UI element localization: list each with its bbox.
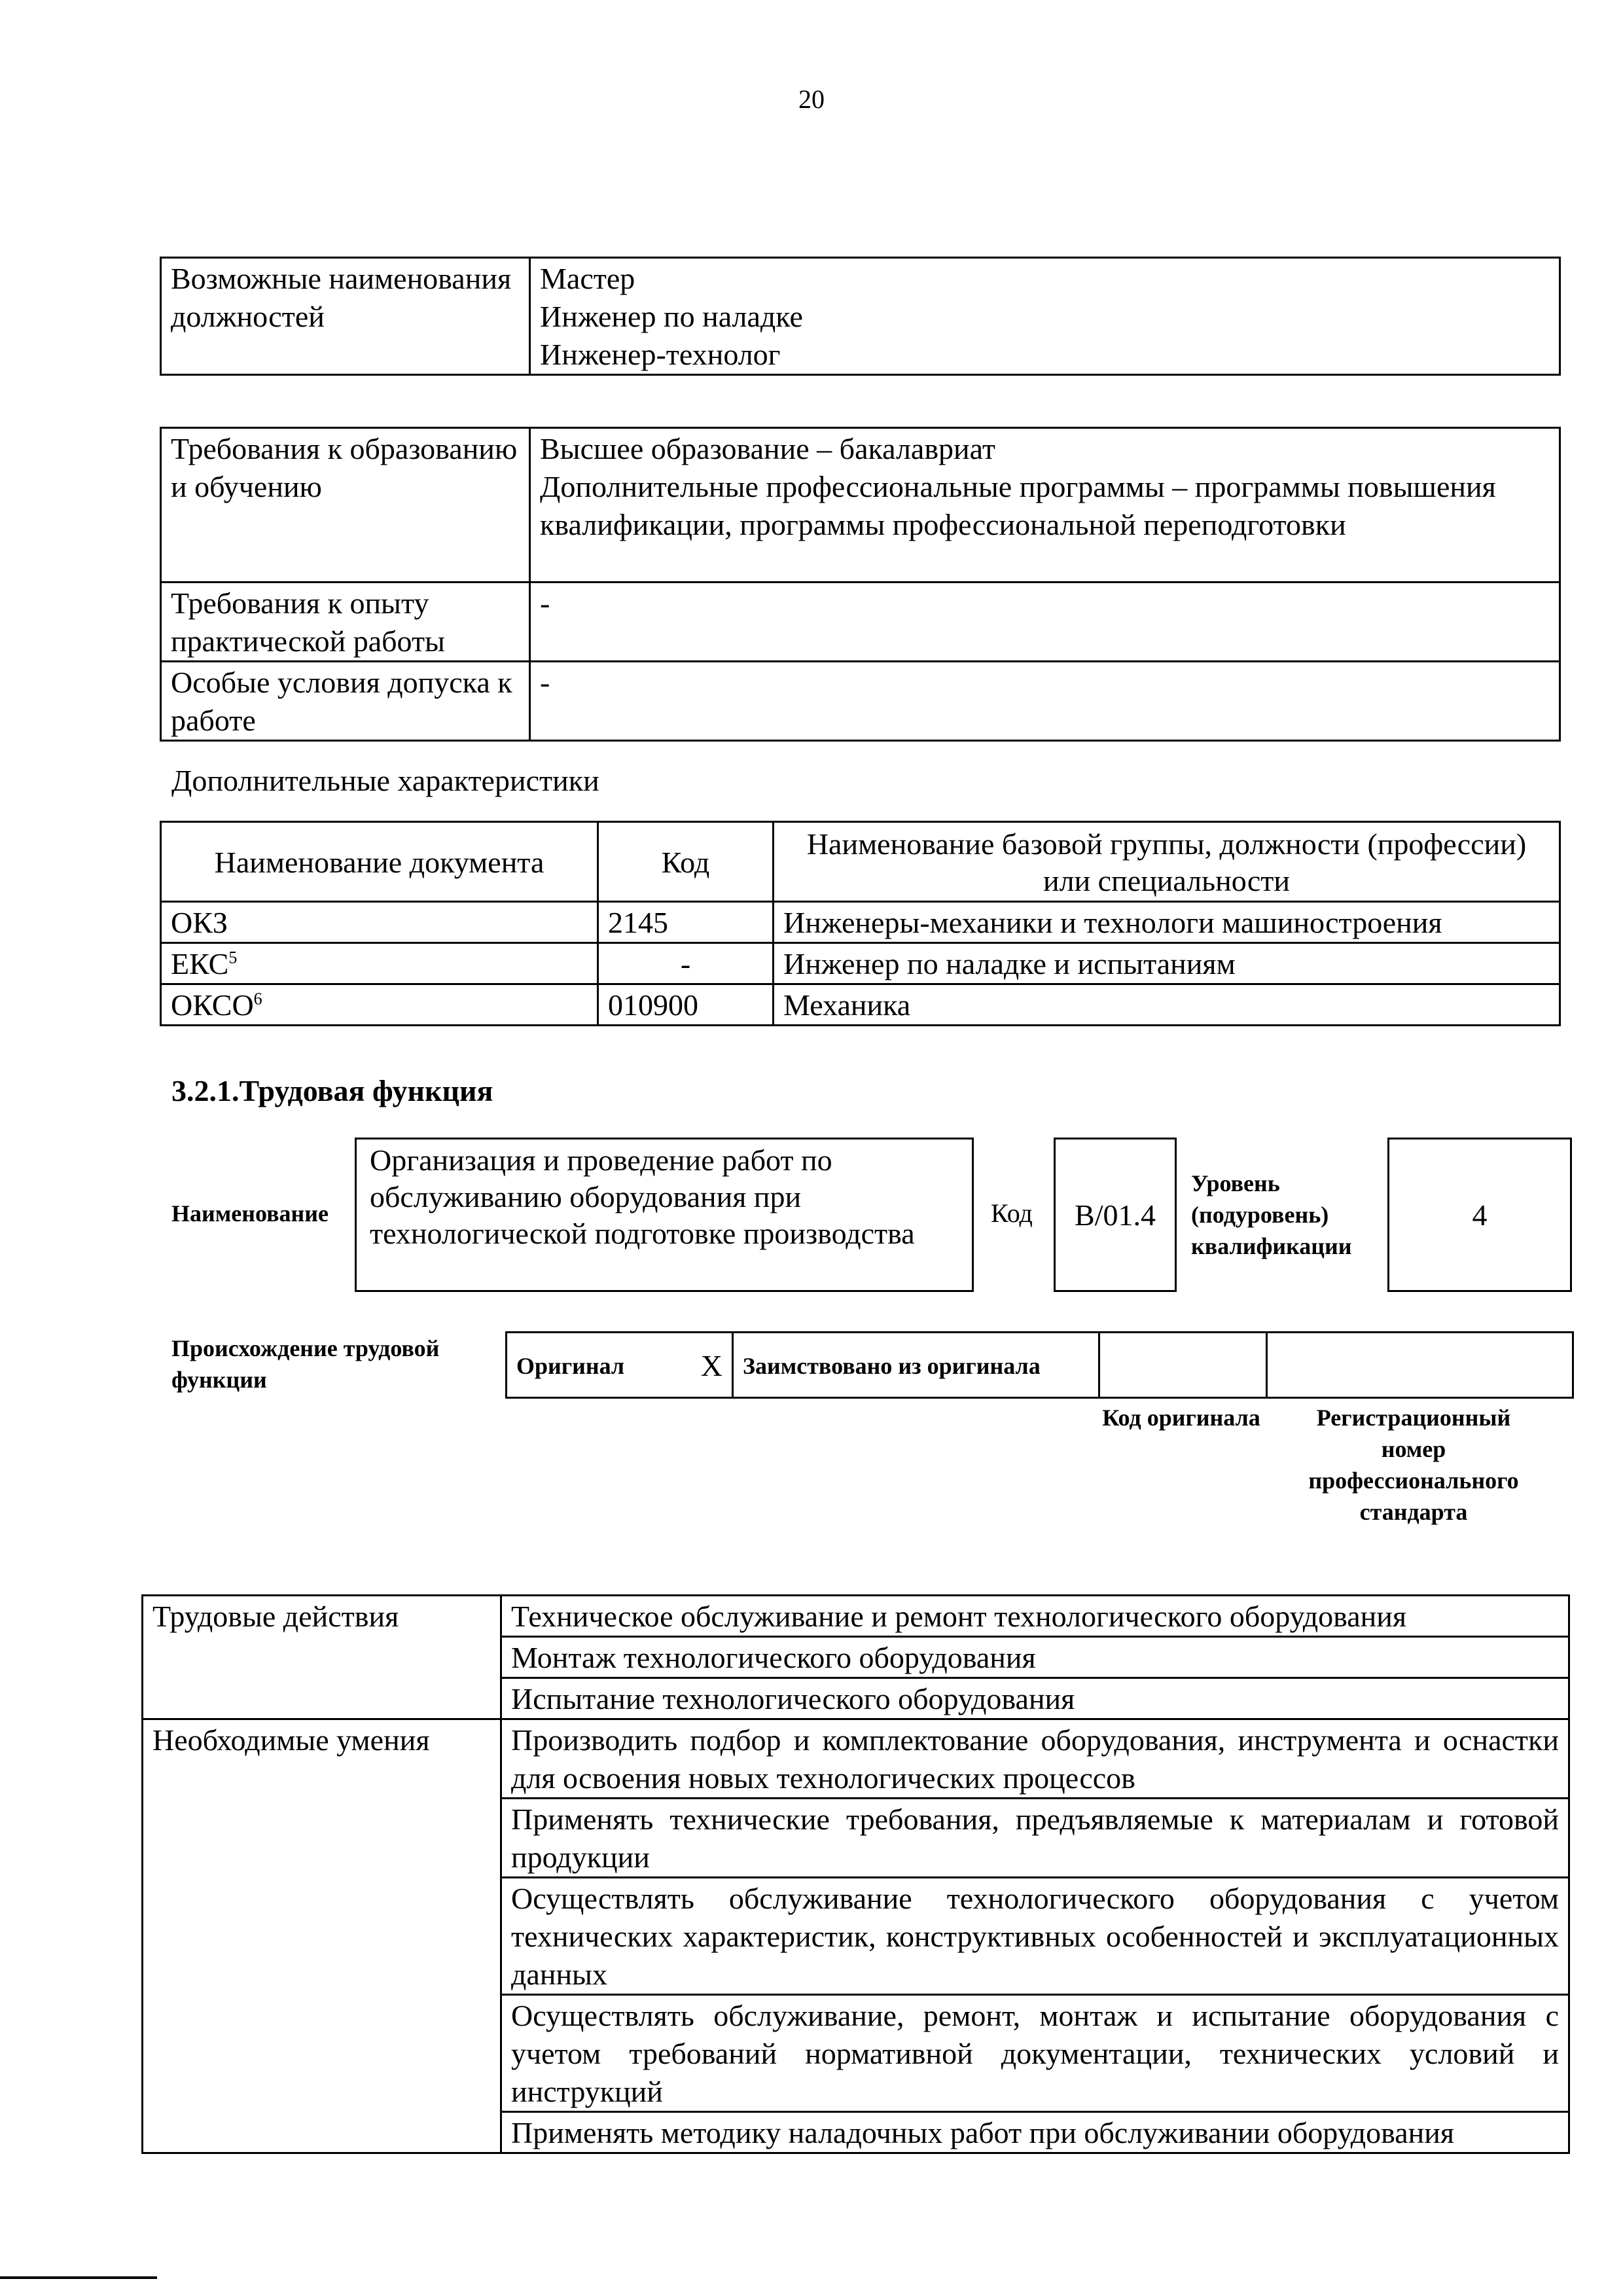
origin-reg-cell: [1267, 1333, 1573, 1398]
positions-values: [530, 258, 1560, 375]
education-value: Высшее образование – бакалавриат Дополнительные профессиональные программы – программы повышения квалификации, программы профессиональной переподготовки: [530, 428, 1560, 583]
function-name-value: Организация и проведение работ по обслуживанию оборудования при технологической подготовке производства: [370, 1143, 915, 1250]
function-code-value: B/01.4: [1075, 1198, 1156, 1232]
table-row-name: Инженеры-механики и технологи машиностроения: [774, 902, 1560, 943]
footnote-ref: 5: [228, 948, 238, 967]
footnote-separator: [0, 2276, 157, 2279]
action-item: Техническое обслуживание и ремонт технологического оборудования: [501, 1596, 1569, 1637]
conditions-label: Особые условия допуска к работе: [161, 662, 530, 741]
table-row-doc: ОКЗ: [161, 902, 598, 943]
table-row-code: 010900: [598, 984, 774, 1026]
actions-label: Трудовые действия: [143, 1596, 501, 1719]
function-name-label: Наименование: [171, 1200, 329, 1227]
origin-original: Оригинал: [516, 1352, 625, 1379]
header-code: Код: [598, 822, 774, 902]
actions-skills-table: [141, 1594, 1570, 2154]
table-row-code: -: [598, 943, 774, 984]
education-label: Требования к образованию и обучению: [161, 428, 530, 583]
position-item: Инженер по наладке: [540, 300, 803, 333]
origin-label: Происхождение трудовой функции: [171, 1335, 440, 1393]
function-level-label: Уровень (подуровень) квалификации: [1191, 1170, 1352, 1259]
conditions-value: -: [530, 662, 1560, 741]
skill-item: Осуществлять обслуживание технологического оборудования с учетом технических характеристик, конструктивных особенностей и эксплуатационных данных: [501, 1878, 1569, 1995]
additional-table: [160, 821, 1561, 1026]
table-row-doc: ОКСО$^6$: [161, 984, 598, 1026]
origin-borrowed: Заимствовано из оригинала: [733, 1333, 1099, 1398]
requirements-table: [160, 427, 1561, 742]
page-number: 20: [798, 84, 825, 114]
skills-label: Необходимые умения: [143, 1719, 501, 2153]
header-group: Наименование базовой группы, должности (профессии) или специальности: [774, 822, 1560, 902]
function-code-box: [1054, 1138, 1177, 1292]
table-row-name: Механика: [774, 984, 1560, 1026]
origin-code-cell: [1099, 1333, 1267, 1398]
action-item: Монтаж технологического оборудования: [501, 1637, 1569, 1678]
function-level-value: 4: [1472, 1198, 1488, 1232]
origin-reg-caption: Регистрационный номер профессионального стандарта: [1308, 1405, 1519, 1525]
positions-label: Возможные наименования должностей: [161, 258, 530, 375]
function-name-box: [355, 1138, 974, 1292]
origin-mark: X: [700, 1348, 722, 1382]
additional-title: Дополнительные характеристики: [171, 764, 599, 797]
position-item: Инженер-технолог: [540, 338, 781, 371]
table-row-code: 2145: [598, 902, 774, 943]
table-row-name: Инженер по наладке и испытаниям: [774, 943, 1560, 984]
skill-item: Применять технические требования, предъявляемые к материалам и готовой продукции: [501, 1799, 1569, 1878]
position-item: Мастер: [540, 262, 635, 295]
action-item: Испытание технологического оборудования: [501, 1678, 1569, 1719]
skill-item: Осуществлять обслуживание, ремонт, монтаж и испытание оборудования с учетом требований нормативной документации, технических условий и инструкций: [501, 1995, 1569, 2112]
experience-label: Требования к опыту практической работы: [161, 583, 530, 662]
table-row-doc: ЕКС$^5$: [161, 943, 598, 984]
origin-code-caption: Код оригинала: [1102, 1405, 1260, 1431]
origin-original-cell: [507, 1333, 733, 1398]
section-title: 3.2.1.Трудовая функция: [171, 1074, 493, 1107]
function-level-box: [1387, 1138, 1572, 1292]
footnote-ref: 6: [253, 989, 262, 1009]
experience-value: -: [530, 583, 1560, 662]
header-document: Наименование документа: [161, 822, 598, 902]
skill-item: Применять методику наладочных работ при обслуживании оборудования: [501, 2112, 1569, 2153]
skill-item: Производить подбор и комплектование оборудования, инструмента и оснастки для освоения новых технологических процессов: [501, 1719, 1569, 1799]
function-code-label: Код: [991, 1198, 1033, 1228]
origin-table: [505, 1331, 1574, 1399]
positions-table: [160, 257, 1561, 376]
